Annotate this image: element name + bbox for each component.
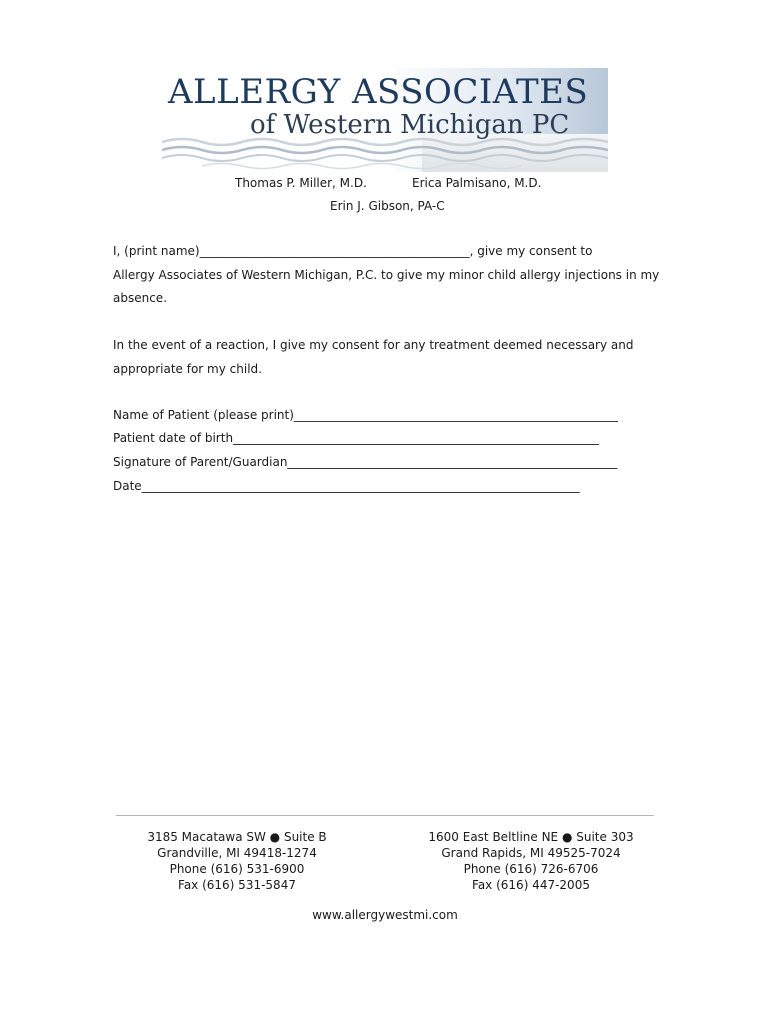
consent-line: absence.: [113, 291, 168, 305]
address-line: Grand Rapids, MI 49525-7024: [441, 846, 621, 860]
date-field[interactable]: Date_________________________________________________________________________: [113, 479, 580, 493]
reaction-line: appropriate for my child.: [113, 361, 262, 376]
website-link[interactable]: www.allergywestmi.com: [312, 908, 458, 922]
patient-dob-field[interactable]: Patient date of birth_____________________________________________________________: [113, 431, 600, 445]
address-line: 3185 Macatawa SW ● Suite B: [147, 830, 327, 844]
physician-name: Erica Palmisano, M.D.: [412, 176, 542, 190]
phone-line: Phone (616) 531-6900: [169, 862, 305, 876]
physician-name: Thomas P. Miller, M.D.: [235, 176, 367, 190]
address-line: Grandville, MI 49418-1274: [157, 846, 317, 860]
logo-subtitle: of Western Michigan PC: [250, 110, 570, 140]
patient-name-field[interactable]: Name of Patient (please print)______________________________________________________: [113, 408, 618, 422]
address-line: 1600 East Beltline NE ● Suite 303: [428, 830, 634, 844]
consent-line: Allergy Associates of Western Michigan, P.C. to give my minor child allergy injections in my: [113, 267, 660, 282]
guardian-signature-field[interactable]: Signature of Parent/Guardian_______________________________________________________: [113, 455, 618, 469]
physician-name: Erin J. Gibson, PA-C: [330, 199, 445, 213]
fax-line: Fax (616) 531-5847: [178, 878, 296, 892]
address-grandville: [117, 829, 357, 893]
footer-divider: [116, 815, 654, 816]
logo: [162, 68, 608, 172]
reaction-paragraph: [113, 334, 673, 381]
logo-title: ALLERGY ASSOCIATES: [168, 72, 589, 112]
phone-line: Phone (616) 726-6706: [463, 862, 599, 876]
fax-line: Fax (616) 447-2005: [472, 878, 590, 892]
reaction-line: In the event of a reaction, I give my consent for any treatment deemed necessary and: [113, 338, 634, 352]
address-grand-rapids: [411, 829, 651, 893]
consent-paragraph: [113, 240, 673, 311]
consent-line: I, (print name)_____________________________________________, give my consent to: [113, 244, 593, 258]
